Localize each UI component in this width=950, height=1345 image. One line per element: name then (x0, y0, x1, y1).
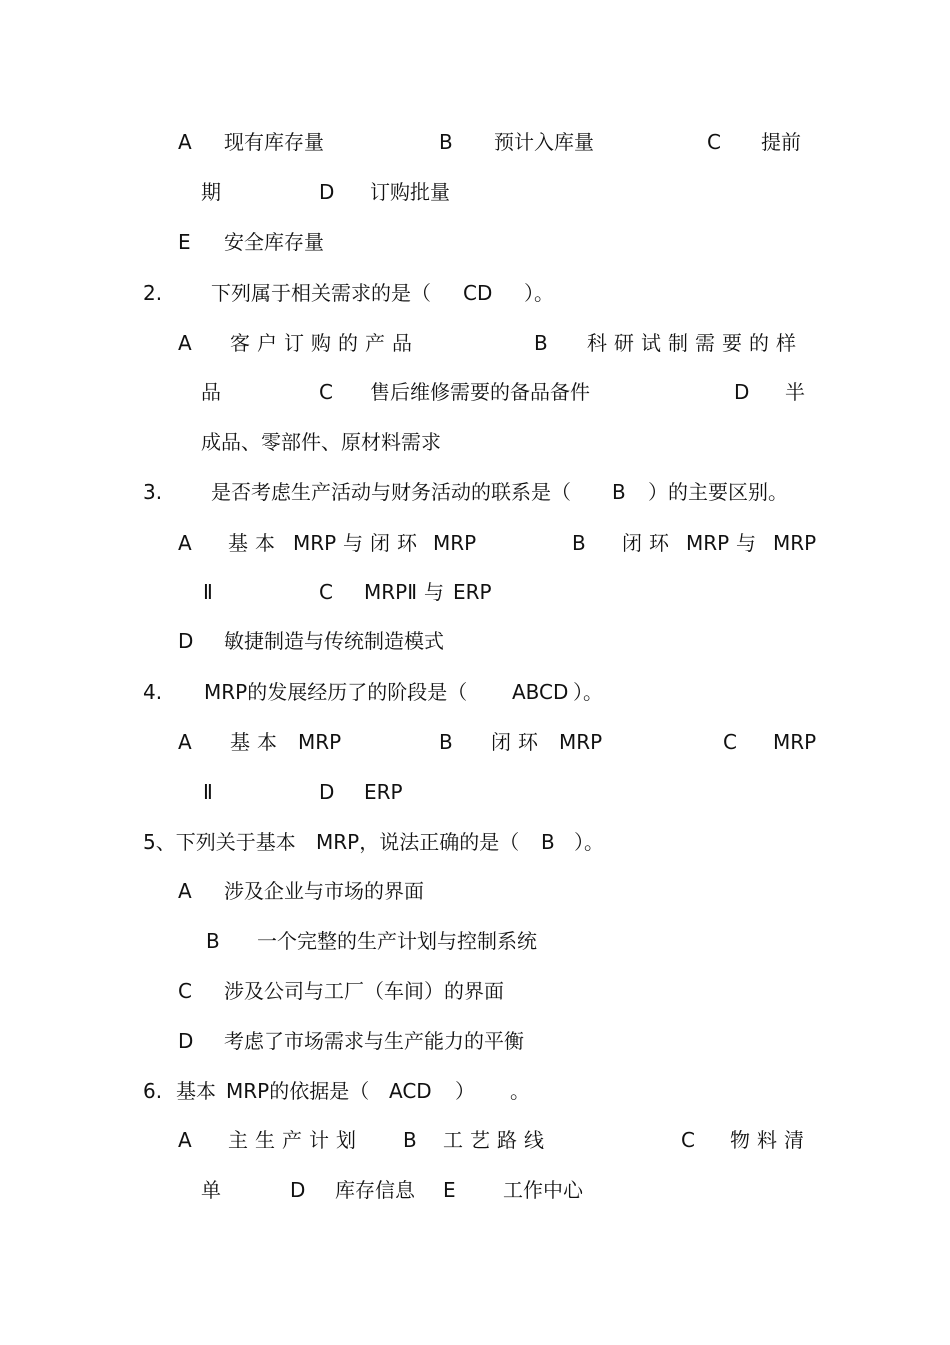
question-stem: MRP的发展经历了的阶段是（ (204, 680, 468, 704)
option-text: 闭环 (622, 531, 676, 555)
question-close: ）。 (573, 680, 603, 704)
option-letter: E (443, 1178, 456, 1202)
option-letter: D (290, 1178, 306, 1202)
option-text: 考虑了市场需求与生产能力的平衡 (224, 1029, 524, 1053)
option-text: 基本 (230, 730, 284, 754)
question-stem: 下列属于相关需求的是（ (211, 281, 431, 305)
option-text: 预计入库量 (494, 130, 594, 154)
option-text: MRPⅡ (364, 580, 418, 604)
question-stem: 是否考虑生产活动与财务活动的联系是（ (211, 480, 571, 504)
option-letter: C (723, 730, 737, 754)
option-text: 单 (201, 1178, 221, 1202)
option-text: 提前 (761, 130, 801, 154)
option-text: ERP (364, 780, 403, 804)
option-text: 闭环 (491, 730, 545, 754)
question-close: ） (455, 1079, 475, 1103)
answer-text: ABCD (512, 680, 569, 704)
option-text: MRP (559, 730, 603, 754)
option-letter: E (178, 230, 191, 254)
option-letter: C (178, 979, 192, 1003)
question-close: ）。 (524, 281, 554, 305)
option-text: 工作中心 (503, 1178, 583, 1202)
option-letter: D (319, 180, 335, 204)
option-letter: B (439, 730, 453, 754)
option-text: 客户订购的产品 (230, 331, 419, 355)
option-letter: A (178, 730, 192, 754)
option-letter: B (534, 331, 548, 355)
option-letter: A (178, 879, 192, 903)
option-letter: A (178, 531, 192, 555)
option-text: 主生产计划 (228, 1128, 363, 1152)
answer-text: B (612, 480, 626, 504)
option-text: Ⅱ (203, 580, 213, 604)
option-letter: D (178, 629, 194, 653)
question-period: 。 (510, 1079, 530, 1103)
option-text: 一个完整的生产计划与控制系统 (257, 929, 537, 953)
option-letter: D (734, 380, 750, 404)
option-text: 涉及公司与工厂（车间）的界面 (224, 979, 504, 1003)
answer-text: ACD (389, 1079, 432, 1103)
option-text: ERP (453, 580, 492, 604)
option-text: 品 (201, 380, 221, 404)
option-text: 敏捷制造与传统制造模式 (224, 629, 444, 653)
option-text: 成品、零部件、原材料需求 (201, 430, 441, 454)
option-letter: D (319, 780, 335, 804)
option-text: 订购批量 (370, 180, 450, 204)
option-letter: C (707, 130, 721, 154)
option-text: MRP (773, 531, 817, 555)
question-stem: 基本 (176, 1079, 216, 1103)
question-close: ）。 (574, 830, 604, 854)
option-letter: A (178, 331, 192, 355)
question-stem: MRP的依据是（ (226, 1079, 370, 1103)
question-number: 3. (143, 480, 163, 504)
question-number: 2. (143, 281, 163, 305)
option-text: 涉及企业与市场的界面 (224, 879, 424, 903)
option-text: 与 (424, 580, 444, 604)
option-text: MRP (298, 730, 342, 754)
option-text: MRP (773, 730, 817, 754)
question-number: 6. (143, 1079, 163, 1103)
option-text: 基本 (228, 531, 282, 555)
option-text: MRP (686, 531, 730, 555)
question-stem: MRP，说法正确的是（ (316, 830, 520, 854)
option-letter: C (319, 380, 333, 404)
answer-text: CD (463, 281, 493, 305)
question-close: ）的主要区别。 (648, 480, 788, 504)
option-text: Ⅱ (203, 780, 213, 804)
option-letter: C (319, 580, 333, 604)
option-letter: B (439, 130, 453, 154)
option-letter: B (206, 929, 220, 953)
option-letter: D (178, 1029, 194, 1053)
option-text: 与 (736, 531, 756, 555)
option-text: 库存信息 (335, 1178, 415, 1202)
option-letter: A (178, 130, 192, 154)
question-stem: 5、下列关于基本 (143, 830, 296, 854)
option-text: MRP (433, 531, 477, 555)
option-text: 与闭环 (343, 531, 424, 555)
option-text: 半 (785, 380, 805, 404)
option-text: 科研试制需要的样 (587, 331, 803, 355)
option-text: 售后维修需要的备品备件 (370, 380, 590, 404)
answer-text: B (541, 830, 555, 854)
option-letter: B (572, 531, 586, 555)
option-text: 工艺路线 (443, 1128, 551, 1152)
option-letter: C (681, 1128, 695, 1152)
option-text: MRP (293, 531, 337, 555)
question-number: 4. (143, 680, 163, 704)
option-text: 期 (201, 180, 221, 204)
option-text: 现有库存量 (224, 130, 324, 154)
option-text: 安全库存量 (224, 230, 324, 254)
option-text: 物料清 (730, 1128, 811, 1152)
option-letter: B (403, 1128, 417, 1152)
option-letter: A (178, 1128, 192, 1152)
